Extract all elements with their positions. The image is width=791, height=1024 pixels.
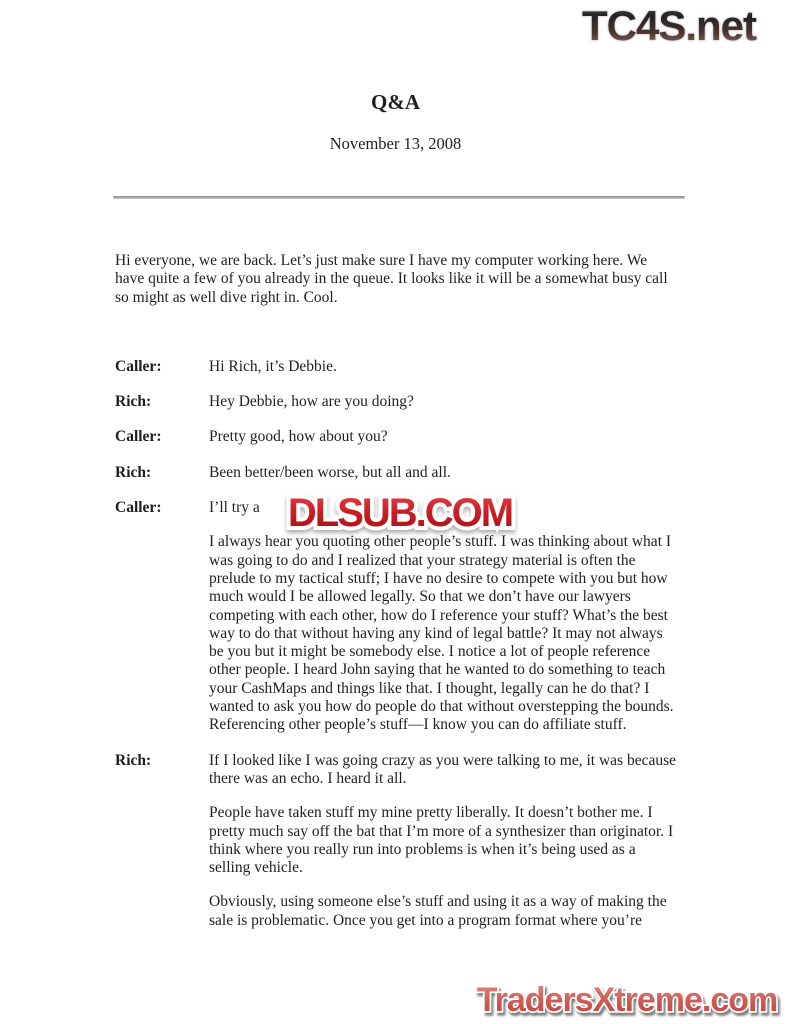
speaker-label: Caller: <box>115 499 162 517</box>
utterance <box>209 752 679 930</box>
dlsub-watermark-text: DLSUB.COM <box>287 491 513 535</box>
utterance <box>209 358 679 376</box>
horizontal-rule <box>113 196 685 199</box>
page-title: Q&A <box>371 90 420 114</box>
utterance-paragraph: Been better/been worse, but all and all. <box>209 463 451 481</box>
utterance <box>209 428 679 446</box>
utterance <box>209 464 679 482</box>
tc4s-logo-text: TC4S.net <box>581 2 757 49</box>
speaker-label: Rich: <box>115 463 152 481</box>
dlsub-watermark <box>250 483 550 539</box>
utterance-paragraph: Hey Debbie, how are you doing? <box>209 393 414 411</box>
dialog-turn <box>115 752 679 930</box>
tradersxtreme-logo-text: TradersXtreme.com <box>476 981 778 1019</box>
tc4s-logo <box>555 0 783 52</box>
utterance <box>209 393 679 411</box>
speaker-label: Caller: <box>115 428 162 446</box>
dialog-turn <box>115 358 679 376</box>
page-date: November 13, 2008 <box>329 134 462 153</box>
tradersxtreme-logo <box>467 974 787 1024</box>
speaker-label: Rich: <box>115 393 152 411</box>
speaker-label: Caller: <box>115 357 162 375</box>
utterance-paragraph: Hi Rich, it’s Debbie. <box>209 357 337 375</box>
speaker-label: Rich: <box>115 751 152 769</box>
utterance-paragraph: People have taken stuff my mine pretty liberally. It doesn’t bother me. I pretty much say off the bat that I’m more of a synthesizer than originator. I think where you really run into problems is when it’s being used as a selling vehicle. <box>209 804 674 877</box>
intro-paragraph: Hi everyone, we are back. Let’s just make sure I have my computer working here. We have quite a few of you already in the queue. It looks like it will be a somewhat busy call so might as well dive right in. Cool. <box>115 252 668 306</box>
utterance-paragraph: Pretty good, how about you? <box>209 428 388 446</box>
dialog-turn <box>115 393 679 411</box>
utterance-paragraph: I’ll try a <box>209 499 260 517</box>
dialog-turn <box>115 464 679 482</box>
dialog-turn <box>115 428 679 446</box>
utterance-paragraph: I always hear you quoting other people’s stuff. I was thinking about what I was going to do and I realized that your strategy material is often the prelude to my tactical stuff; I have no desire to compete with you but how much would I be allowed legally. So that we don’t have our lawyers competing with each other, how do I reference your stuff? What’s the best way to do that without having any kind of legal battle? It may not always be you but it might be somebody else. I notice a lot of people reference other people. I heard John saying that he wanted to do something to teach your CashMaps and things like that. I thought, legally can he do that? I wanted to ask you how do people do that without overstepping the bounds. Referencing other people’s stuff—I know you can do affiliate stuff. <box>209 533 674 734</box>
transcript-body <box>115 252 679 930</box>
utterance-paragraph: Obviously, using someone else’s stuff and using it as a way of making the sale is problematic. Once you get into a program format where you’re <box>209 893 667 929</box>
utterance-paragraph: If I looked like I was going crazy as you were talking to me, it was because there was an echo. I heard it all. <box>209 751 676 787</box>
